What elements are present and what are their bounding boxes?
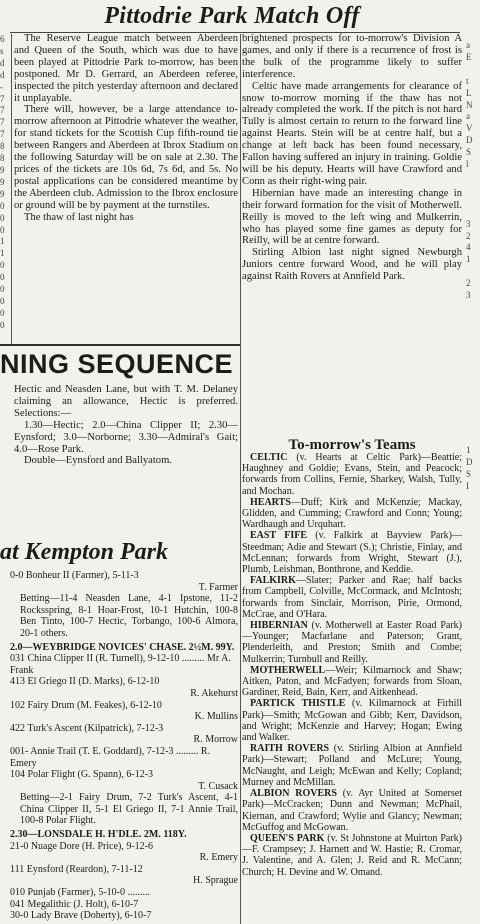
edge-fragment: 9 — [0, 176, 5, 187]
edge-fragment: 2 — [466, 230, 471, 241]
edge-fragment — [466, 350, 480, 362]
lineup-text: —Weir; Kilmarnock and Shaw; Aitken, Paton, and McFadyen; forwards from Sloan, Gardiner, Reid, Bain, Kerr, and Aitkenhead. — [242, 664, 462, 699]
edge-fragment — [466, 64, 480, 76]
lineup-text: (v. St Johnstone at Muirton Park)—F. Crampsey; J. Harnett and W. Hastie; R. Cromar, J. Valentine, and A. Glen; J. Reid and R. McCann; Church; H. Devine and W. Omand. — [242, 832, 462, 878]
edge-fragment: d — [0, 69, 5, 80]
column-rule-left — [11, 34, 12, 344]
club-name: MOTHERWELL — [250, 664, 326, 676]
lineup-text: (v. Falkirk at Bayview Park)—Steedman; Adie and Stewart (S.); Christie, Finlay, and McLennan; forwards from Wright, Stewart (J.), Plumb, Leishman, Bonthrone, and Keddie. — [242, 530, 462, 576]
team-lineup — [242, 698, 462, 743]
racecard-line: K. Mullins — [194, 711, 238, 723]
team-lineup — [242, 497, 462, 531]
edge-fragment — [466, 302, 480, 314]
edge-fragment: 2 — [466, 278, 471, 289]
edge-fragment: 7 — [0, 129, 5, 140]
club-name: QUEEN'S PARK — [250, 832, 325, 844]
double-line: Double—Eynsford and Ballyatom. — [24, 455, 172, 467]
cut-off-right-column — [466, 40, 480, 492]
edge-fragment — [466, 207, 480, 219]
team-lineup — [242, 665, 462, 699]
lineup-text: —Slater; Parker and Rae; half backs from Campbell, Colville, McCormack, and McIntosh; forwards from Sinclair, Morrison, Pirie, Ormond, McCrae, and O'Hara. — [242, 575, 462, 620]
teams-headline: To-morrow's Teams — [288, 437, 416, 453]
paragraph: Hectic and Neasden Lane, but with T. M. Delaney claiming an allowance, Hectic is preferred. Selections:— — [14, 384, 238, 419]
edge-fragment — [466, 183, 480, 195]
lineup-text: (v. Kilmarnock at Firhill Park)—Smith; McGowan and Gibb; Kerr, Davidson, and Wright; McKenzie and Harvey; Hogan; Ewing and Walker. — [242, 698, 463, 744]
selections-line: 1.30—Hectic; 2.0—China Clipper II; 2.30—Eynsford; 3.0—Norborne; 3.30—Admiral's Gait; 4.0—Rose Park. — [14, 419, 238, 455]
club-name: HEARTS — [250, 496, 291, 508]
edge-fragment: N — [466, 99, 473, 110]
edge-fragment: V — [466, 123, 473, 134]
edge-fragment — [466, 171, 480, 183]
edge-fragment — [466, 326, 480, 338]
club-name: FALKIRK — [250, 575, 296, 587]
edge-fragment: 7 — [0, 93, 5, 104]
racecard-line: 001- Annie Trail (T. E. Goddard), 7-12-3 ......... R. Emery — [10, 745, 211, 769]
kempton-headline: at Kempton Park — [0, 539, 169, 565]
racecard-line: 21-0 Nuage Dore (H. Price), 9-12-6 — [10, 840, 154, 852]
racecard-line: T. Cusack — [198, 780, 238, 792]
edge-fragment: D — [466, 135, 473, 146]
edge-fragment: 8 — [0, 153, 5, 164]
racecard-line: 041 Megalithic (J. Holt), 6-10-7 — [10, 898, 139, 910]
edge-fragment — [466, 338, 480, 350]
lineup-text: (v. Ayr United at Somerset Park)—McCracken; Dunn and Newman; McPhail, Kiernan, and Crawford; Wylie and Glancy; Newman; McGuffog and McGowan. — [242, 788, 462, 833]
edge-fragment — [466, 409, 480, 421]
edge-fragment: 4 — [466, 242, 471, 253]
edge-fragment — [466, 314, 480, 326]
racecard-line: 30-0 Lady Brave (Doherty), 6-10-7 — [10, 910, 152, 922]
edge-fragment: s — [0, 45, 4, 56]
edge-fragment — [466, 361, 480, 373]
club-name: EAST FIFE — [250, 530, 308, 542]
cut-off-left-column — [0, 34, 10, 332]
edge-fragment: 1 — [0, 236, 5, 247]
racecard-line: H. Sprague — [193, 875, 238, 887]
edge-fragment: 0 — [0, 284, 5, 295]
edge-fragment: a — [466, 40, 470, 50]
racecard-line: R. Akehurst — [190, 687, 238, 699]
edge-fragment: L — [466, 87, 472, 98]
racecard-line: 031 China Clipper II (R. Turnell), 9-12-10 ......... Mr A. Frank — [10, 653, 231, 676]
race-heading: 2.0—WEYBRIDGE NOVICES' CHASE. 2½M. 99Y. — [10, 641, 235, 653]
lineup-text: (v. Hearts at Celtic Park)—Beattie; Haughney and Goldie; Evans, Stein, and Peacock; forwards from Collins, Fernie, Sharkey, Walsh, Tully, and Mochan. — [242, 452, 462, 497]
edge-fragment: 7 — [0, 105, 5, 116]
edge-fragment: I — [466, 480, 469, 491]
racecard-line: 111 Eynsford (Reardon), 7-11-12 — [10, 863, 143, 875]
racecard-line: R. Emery — [199, 852, 238, 864]
edge-fragment: 0 — [0, 272, 5, 283]
article-column-2 — [242, 33, 462, 283]
club-name: ALBION ROVERS — [250, 788, 337, 800]
edge-fragment: 1 — [466, 444, 471, 455]
lineup-text: —Duff; Kirk and McKenzie; Mackay, Glidden, and Cumming; Crawford and Conn; Young; Wardhaugh and Urquhart. — [242, 496, 462, 531]
racecard-line: 104 Polar Flight (G. Spann), 6-12-3 — [10, 769, 154, 781]
paragraph: brightened prospects for to-morrow's Division A games, and only if there is a recurrence of frost is the bulk of the programme likely to suffer interference. — [242, 33, 462, 80]
edge-fragment: 0 — [0, 319, 5, 330]
edge-fragment: 1 — [0, 248, 5, 259]
edge-fragment: 1 — [466, 254, 471, 265]
edge-fragment — [466, 373, 480, 385]
paragraph: Stirling Albion last night signed Newburgh Juniors centre forward Wood, and he will play against Raith Rovers at Annfield Park. — [242, 247, 462, 283]
racecard-line: 0-0 Bonheur II (Farmer), 5-11-3 — [10, 570, 139, 581]
edge-fragment: l — [466, 159, 469, 170]
lineup-text: (v. Stirling Albion at Annfield Park)—Stewart; Polland and McLure; Young, McNaught, and Leigh; McEwan and Kelly; Copland; Murney and McMillan. — [242, 743, 462, 788]
article-title: Pittodrie Park Match Off — [104, 3, 360, 29]
edge-fragment — [466, 433, 480, 445]
edge-fragment: d — [0, 57, 5, 68]
racecard-line: R. Morrow — [193, 734, 238, 746]
racecard-line: T. Farmer — [198, 581, 238, 593]
paragraph: The Reserve League match between Aberdeen and Queen of the South, which was due to have been played at Pittodrie Park to-morrow, has been postponed. Mr D. Gerrard, an Aberdeen referee, inspected the pitch yesterday afternoon and declared it unplayable. — [14, 33, 238, 104]
edge-fragment: 0 — [0, 260, 5, 271]
edge-fragment — [466, 195, 480, 207]
paragraph: Celtic have made arrangements for clearance of snow to-morrow morning if the thaw has not already completed the work. If the pitch is not hard Tully is almost certain to return to the forward line against Hearts. Stein will be at centre half, but a change at left back has been found necessary, Fallon having suffered an injury in training. Goldie will be his deputy. Hearts will have Crawford and Conn as their right-wing pair. — [242, 80, 462, 187]
edge-fragment: 0 — [0, 295, 5, 306]
racecard-line: Betting—2-1 Fairy Drum, 7-2 Turk's Ascent, 4-1 China Clipper II, 5-1 El Griego II, 7-1 Annie Trail, 100-8 Polar Flight. — [20, 792, 238, 827]
edge-fragment: 0 — [0, 224, 5, 235]
edge-fragment: S — [466, 147, 472, 158]
team-lineup — [242, 788, 462, 833]
club-name: RAITH ROVERS — [250, 743, 330, 755]
edge-fragment: 3 — [466, 290, 471, 301]
racecard-line: 422 Turk's Ascent (Kilpatrick), 7-12-3 — [10, 722, 164, 734]
edge-fragment: a — [466, 111, 470, 122]
club-name: HIBERNIAN — [250, 620, 308, 632]
edge-fragment: 9 — [0, 188, 5, 199]
team-lineup — [242, 620, 462, 665]
sequence-headline: NING SEQUENCE — [0, 349, 234, 379]
column-rule-center — [240, 34, 241, 924]
team-lineups — [242, 452, 462, 878]
edge-fragment: 0 — [0, 200, 5, 211]
team-lineup — [242, 452, 462, 497]
edge-fragment: D — [466, 456, 473, 467]
edge-fragment: E — [466, 51, 472, 62]
racecard-line: 102 Fairy Drum (M. Feakes), 6-12-10 — [10, 699, 162, 711]
edge-fragment — [466, 385, 480, 397]
edge-fragment: 8 — [0, 141, 5, 152]
club-name: PARTICK THISTLE — [250, 698, 346, 710]
edge-fragment: 7 — [0, 117, 5, 128]
race-heading: 2.30—LONSDALE H. H'DLE. 2M. 118Y. — [10, 829, 187, 841]
racecard-line: Betting—11-4 Neasden Lane, 4-1 Ipstone, 11-2 Rocksspring, 8-1 Hoar-Frost, 10-1 Hutchin, 100-8 Ben Tinto, 100-7 Hectic, Torbango, 100-6 Almora, 20-1 others. — [20, 593, 238, 639]
paragraph: The thaw of last night has — [24, 211, 134, 223]
team-lineup — [242, 833, 462, 878]
lineup-text: (v. Motherwell at Easter Road Park)—Younger; Macfarlane and Paterson; Grant, Plenderleith, and Preston; Smith and Combe; Mulkerrin; Turnbull and Reilly. — [242, 620, 462, 665]
team-lineup — [242, 575, 462, 620]
edge-fragment: 3 — [466, 218, 471, 229]
club-name: CELTIC — [250, 452, 288, 463]
paragraph: Hibernian have made an interesting change in their forward formation for the visit of Motherwell. Reilly is moved to the left wing and Mulkerrin, who has played some fine games as deputy for Reilly, will be at centre forward. — [242, 187, 462, 247]
edge-fragment: S — [466, 468, 472, 479]
paragraph: There will, however, be a large attendance to-morrow afternoon at Pittodrie whatever the weather, for stand tickets for the Scottish Cup fifth-round tie between Rangers and Aberdeen at Ibrox Stadium on the following Saturday will be on sale at 2.30. The prices of the tickets are 10s 6d, 7s 6d, and 5s. No postal applications can be considered meantime by the Aberdeen club. Admission to the Ibrox enclosure or ground will be by payment at the turnstiles. — [14, 104, 238, 211]
racecard-line: 010 Punjab (Farmer), 5-10-0 ......... — [10, 887, 150, 899]
team-lineup — [242, 530, 462, 575]
edge-fragment: 9 — [0, 164, 5, 175]
edge-fragment — [466, 421, 480, 433]
racing-selections — [14, 384, 238, 467]
racecard-line: 413 El Griego II (D. Marks), 6-12-10 — [10, 676, 160, 688]
team-lineup — [242, 743, 462, 788]
edge-fragment — [466, 266, 480, 278]
edge-fragment: - — [0, 81, 3, 92]
edge-fragment: t — [466, 75, 469, 86]
edge-fragment — [466, 397, 480, 409]
edge-fragment: 6 — [0, 34, 5, 44]
edge-fragment: 0 — [0, 307, 5, 318]
kempton-racecard — [10, 570, 238, 922]
article-column-1 — [14, 33, 238, 224]
edge-fragment: 0 — [0, 212, 5, 223]
